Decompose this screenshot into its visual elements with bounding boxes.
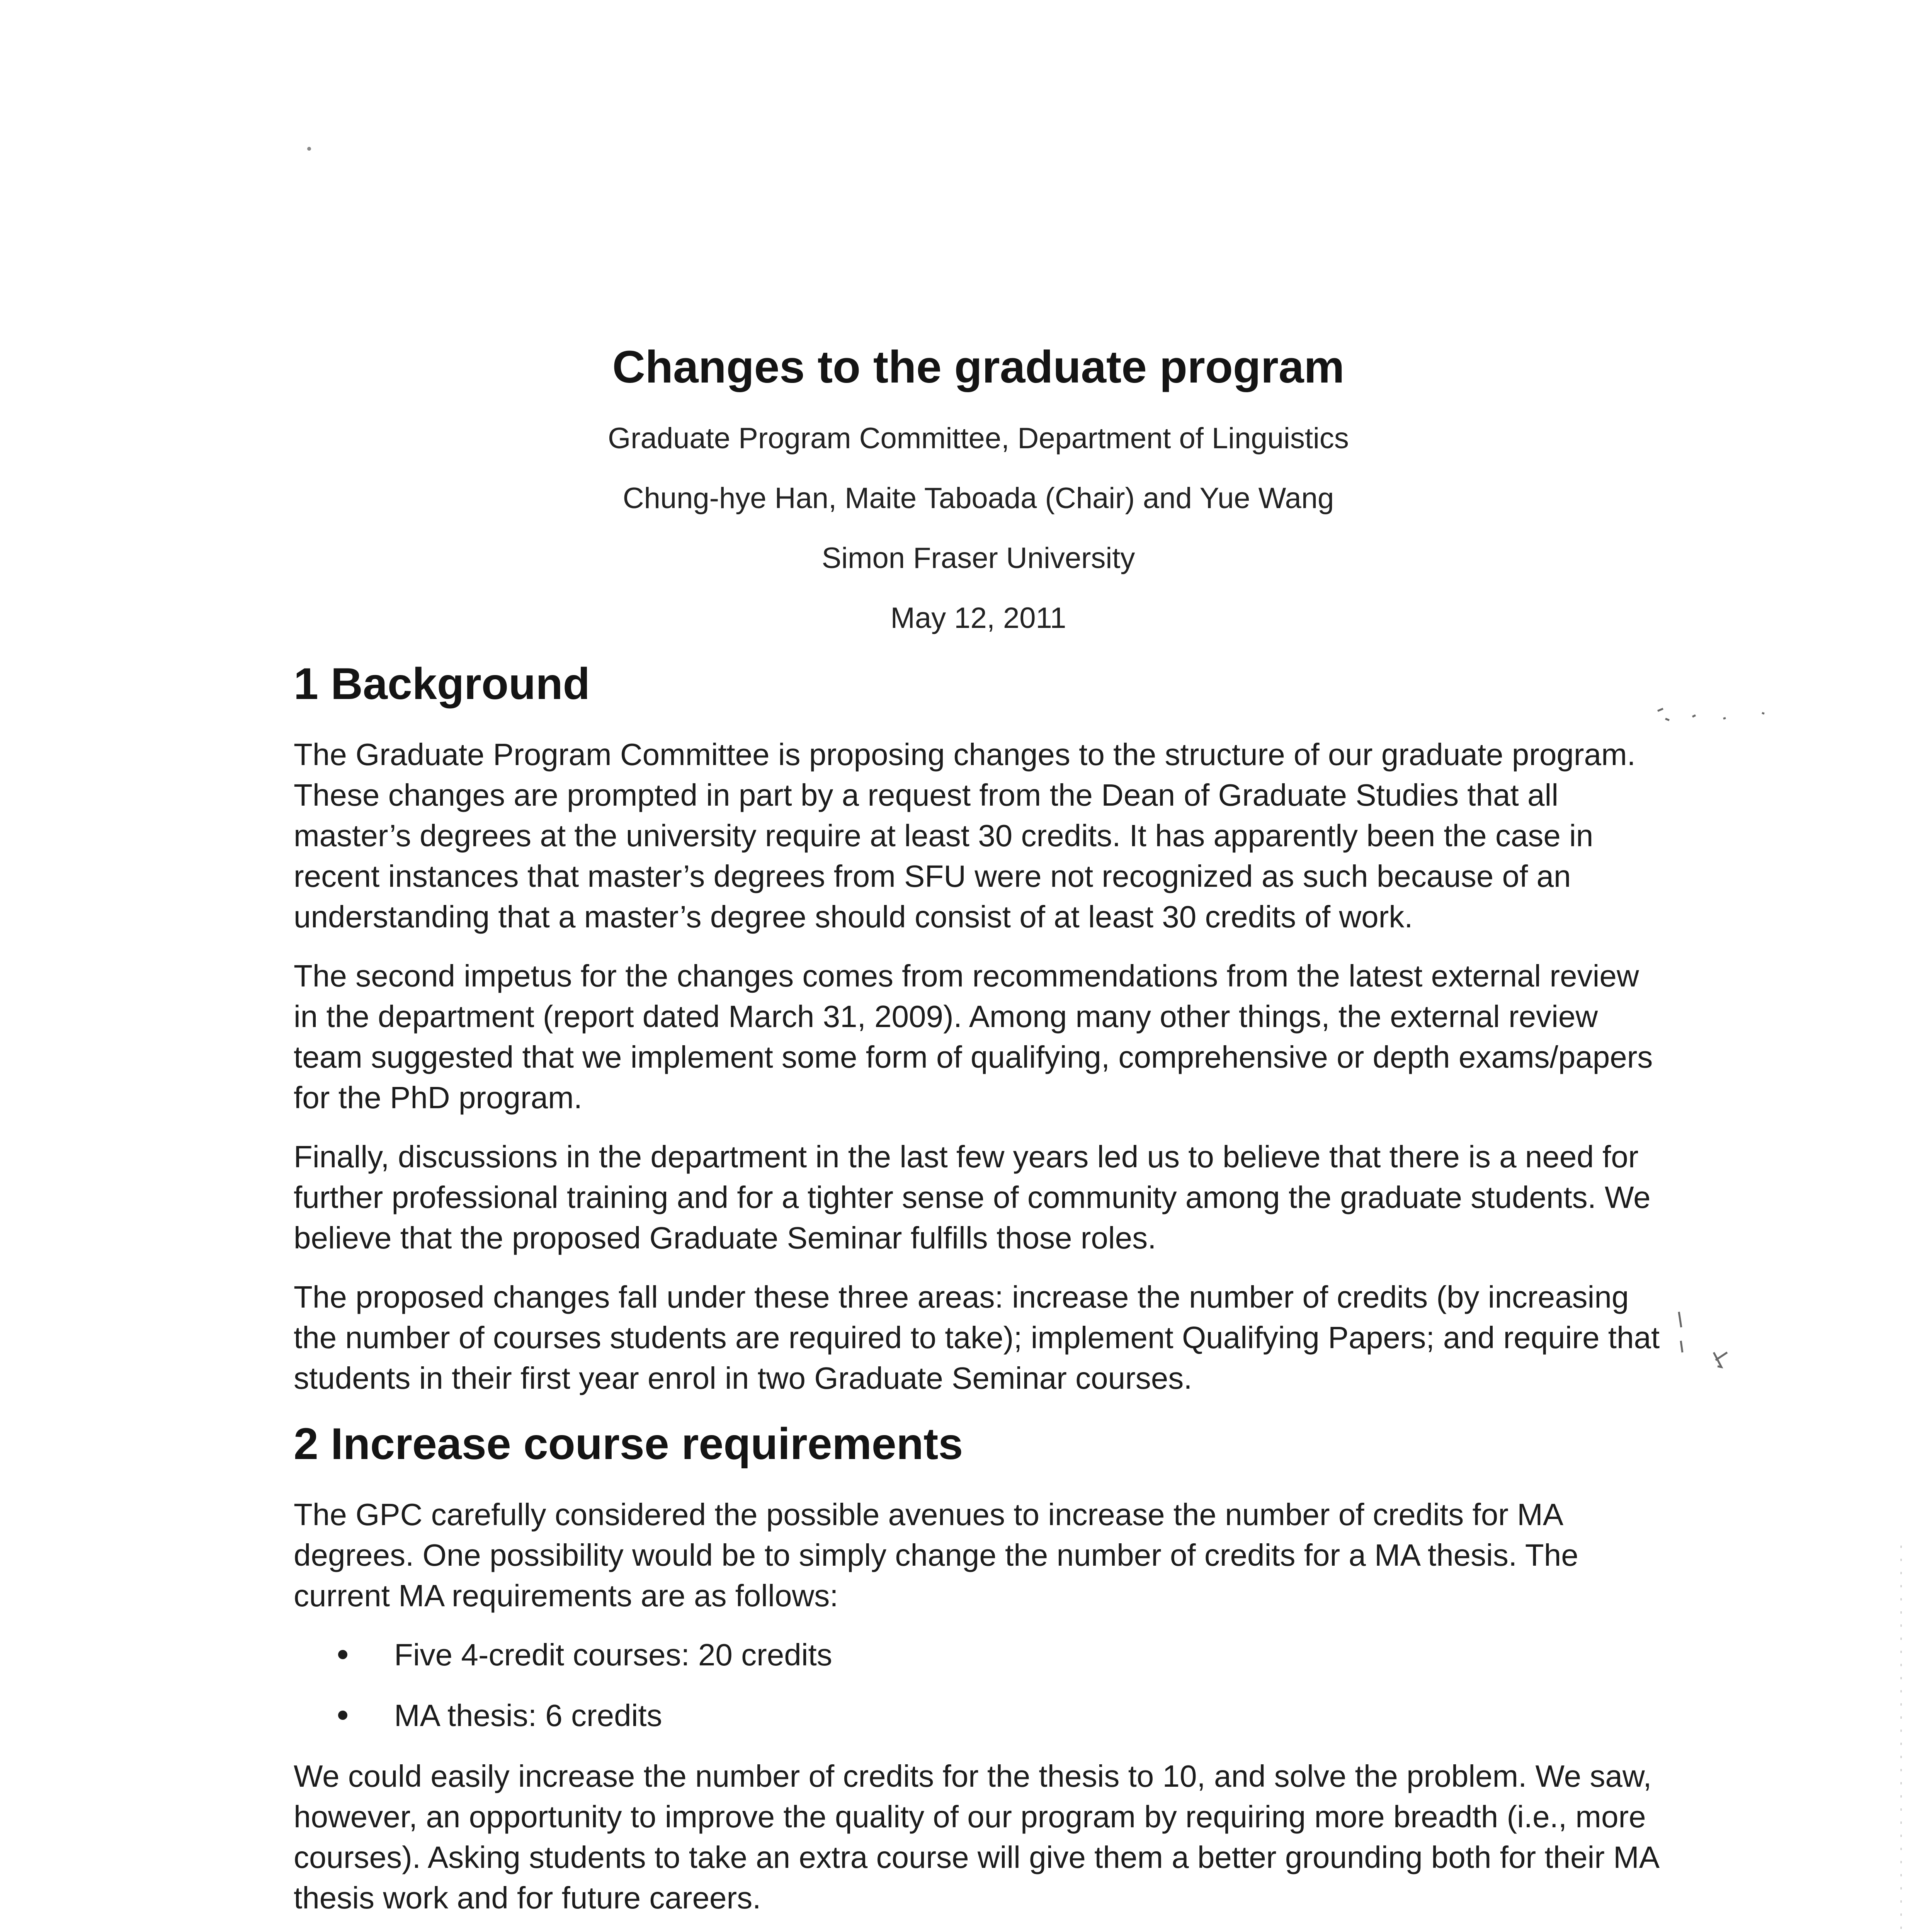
authors-line: Chung-hye Han, Maite Taboada (Chair) and Yue Wang	[622, 482, 1334, 515]
faint-marks	[1658, 709, 1764, 720]
institution-line: Simon Fraser University	[821, 542, 1135, 575]
speck-mark	[307, 147, 311, 151]
paragraph: The GPC carefully considered the possible avenues to increase the number of credits for MA degrees. One possibility would be to simply change the number of credits for a MA thesis. The current MA requirements are as follows:	[294, 1497, 1578, 1613]
paragraph: We could easily increase the number of credits for the thesis to 10, and solve the problem. We saw, however, an opportunity to improve the quality of our program by requiring more breadth (i.e., more courses). Asking students to take an extra course will give them a better grounding both for their MA thesis work and for future careers.	[294, 1759, 1658, 1915]
paragraph: The proposed changes fall under these three areas: increase the number of credits (by increasing the number of courses students are required to take); implement Qualifying Papers; and require that students in their first year enrol in two Graduate Seminar courses.	[294, 1280, 1660, 1395]
date-line: May 12, 2011	[890, 602, 1066, 634]
list-item-text: Five 4-credit courses: 20 credits	[394, 1638, 832, 1672]
committee-line: Graduate Program Committee, Department of Linguistics	[608, 422, 1349, 455]
section-heading-course-requirements: 2 Increase course requirements	[294, 1419, 963, 1469]
tick-marks	[1679, 1312, 1682, 1352]
list-item-text: MA thesis: 6 credits	[394, 1698, 662, 1733]
document-title: Changes to the graduate program	[612, 342, 1345, 393]
paragraph: The second impetus for the changes comes from recommendations from the latest external review in the department (report dated March 31, 2009). Among many other things, the external review team suggested that we implement some form of qualifying, comprehensive or depth exams/papers for the PhD program.	[294, 959, 1653, 1115]
margin-pencil-marks	[1658, 709, 1764, 1367]
paragraph: The Graduate Program Committee is proposing changes to the structure of our graduate program. These changes are prompted in part by a request from the Dean of Graduate Studies that all master’s degrees at the university require at least 30 credits. It has apparently been the case in recent instances that master’s degrees from SFU were not recognized as such because of an understanding that a master’s degree should consist of at least 30 credits of work.	[294, 737, 1636, 934]
section-heading-background: 1 Background	[294, 659, 590, 709]
paragraph: Finally, discussions in the department in the last few years led us to believe that there is a need for further professional training and for a tighter sense of community among the graduate students. We believe that the proposed Graduate Seminar fulfills those roles.	[294, 1139, 1651, 1255]
check-mark	[1714, 1352, 1727, 1367]
